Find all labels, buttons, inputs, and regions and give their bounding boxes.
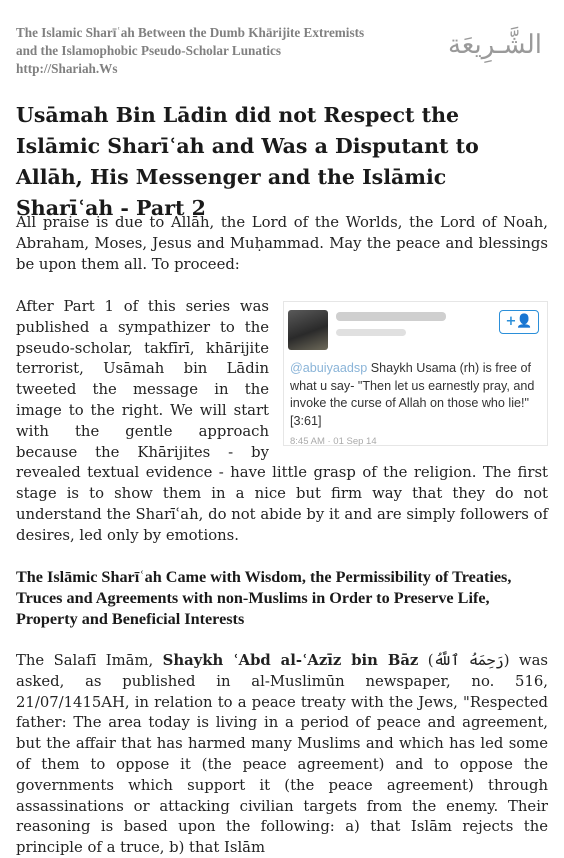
site-tagline bbox=[16, 24, 436, 78]
body-section bbox=[16, 297, 548, 547]
intro-paragraph: All praise is due to Allāh, the Lord of the Worlds, the Lord of Noah, Abraham, Moses, Jesus and Muḥammad. May the peace and blessings be upon them all. To proceed: bbox=[16, 214, 548, 273]
site-url[interactable]: http://Shariah.Ws bbox=[16, 61, 118, 76]
fatwa-text: was asked, as published in al-Muslimūn newspaper, no. 516, 21/07/1415AH, in relation to a peace treaty with the Jews, "Respected father: The area today is living in a period of peace and agreement, but the affair that has harmed many Muslims and which has led some of them to oppose it (the peace agreement) and to oppose the governments which support it (the peace agreement) through assassinations or attacking civilian targets from the enemy. Their reasoning is based upon the following: a) that Islām rejects the principle of a truce, b) that Islām bbox=[16, 652, 548, 857]
blurred-display-name bbox=[336, 312, 446, 321]
site-header bbox=[16, 24, 548, 80]
body-paragraph: After Part 1 of this series was published a sympathizer to the pseudo-scholar, takfīrī, khārijite terrorist, Usāmah bin Lādin tweeted the message in the image to the right. We will start with the gentle approach because the Khārijites - by revealed textual evidence - have little grasp of the religion. The first stage is to show them in a nice but firm way that they do not understand the Sharīʿah, do not abide by it and are simply followers of desires, led only by emotions. bbox=[16, 298, 548, 544]
fatwa-paragraph bbox=[16, 651, 548, 858]
honorific: (رَحِمَهُ ٱللَّهُ) bbox=[418, 652, 510, 669]
site-logo: الشَّـرِيعَة bbox=[447, 30, 542, 60]
tweet-body: Shaykh Usama (rh) is free of what u say- "Then let us earnestly pray, and invoke the curse of Allah on those who lie!" [3:61] bbox=[290, 361, 535, 428]
article-title: Usāmah Bin Lādin did not Respect the Islāmic Sharīʿah and Was a Disputant to Allāh, His Messenger and the Islāmic Sharīʿah - Part 2 bbox=[16, 103, 479, 220]
tweet-text bbox=[290, 360, 545, 430]
tweet-mention: @abuiyaadsp bbox=[290, 361, 368, 375]
tagline-line-2: and the Islamophobic Pseudo-Scholar Lunatics bbox=[16, 43, 282, 58]
fatwa-lead: The Salafī Imām, bbox=[16, 652, 163, 669]
follow-user-icon: +👤 bbox=[499, 310, 539, 334]
avatar bbox=[288, 310, 328, 350]
section-heading: The Islāmic Sharīʿah Came with Wisdom, the Permissibility of Treaties, Truces and Agreements with non-Muslims in Order to Preserve Life, Property and Beneficial Interests bbox=[16, 568, 512, 628]
tweet-screenshot bbox=[283, 301, 548, 446]
tweet-timestamp: 8:45 AM · 01 Sep 14 bbox=[290, 436, 377, 447]
scholar-name: Shaykh ʿAbd al-ʿAzīz bin Bāz bbox=[162, 652, 419, 669]
tagline-line-1: The Islamic Sharīʿah Between the Dumb Khārijite Extremists bbox=[16, 25, 365, 40]
blurred-handle bbox=[336, 329, 406, 336]
